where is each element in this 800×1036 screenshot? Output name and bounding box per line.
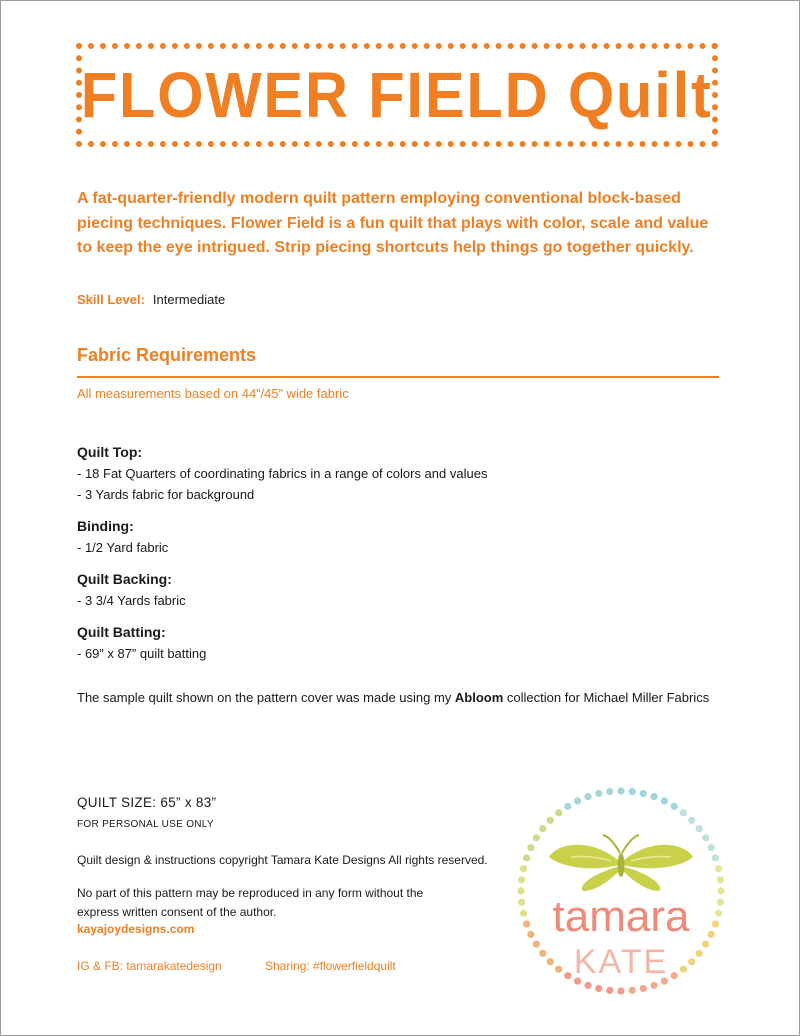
sample-note-text: The sample quilt shown on the pattern cover was made using my bbox=[77, 690, 455, 705]
ring-dot bbox=[688, 817, 695, 824]
ring-dot bbox=[584, 793, 591, 800]
ring-dot bbox=[547, 817, 554, 824]
ring-dot bbox=[523, 854, 530, 861]
ring-dot bbox=[547, 958, 554, 965]
ring-dot bbox=[717, 899, 724, 906]
ring-dot bbox=[712, 920, 719, 927]
website-link[interactable]: kayajoydesigns.com bbox=[77, 922, 195, 936]
req-label: Quilt Top: bbox=[77, 444, 143, 460]
ring-dot bbox=[518, 876, 525, 883]
ring-dot bbox=[595, 790, 602, 797]
ring-dot bbox=[527, 844, 534, 851]
social-handle: IG & FB: tamarakatedesign bbox=[77, 959, 222, 973]
ring-dot bbox=[555, 966, 562, 973]
ring-dot bbox=[708, 931, 715, 938]
skill-level bbox=[77, 292, 225, 307]
req-label: Quilt Batting: bbox=[77, 624, 166, 640]
personal-use-notice: FOR PERSONAL USE ONLY bbox=[77, 819, 214, 830]
title-frame bbox=[76, 43, 718, 147]
ring-dot bbox=[617, 787, 624, 794]
ring-dot bbox=[523, 920, 530, 927]
quilt-top-group bbox=[77, 442, 487, 505]
req-item: - 3 3/4 Yards fabric bbox=[77, 593, 186, 608]
req-label: Quilt Backing: bbox=[77, 571, 172, 587]
ring-dot bbox=[617, 987, 624, 994]
backing-group bbox=[77, 569, 487, 611]
ring-dot bbox=[533, 834, 540, 841]
ring-dot bbox=[717, 876, 724, 883]
ring-dot bbox=[696, 950, 703, 957]
collection-name: Abloom bbox=[454, 690, 504, 705]
req-item: - 3 Yards fabric for background bbox=[77, 487, 255, 502]
ring-dot bbox=[661, 797, 668, 804]
fabric-requirements-heading: Fabric Requirements bbox=[77, 345, 257, 365]
req-item: - 18 Fat Quarters of coordinating fabrics in a range of colors and values bbox=[77, 466, 488, 481]
butterfly-icon bbox=[549, 835, 693, 891]
ring-dot bbox=[539, 825, 546, 832]
ring-dot bbox=[629, 788, 636, 795]
ring-dot bbox=[564, 803, 571, 810]
ring-dot bbox=[715, 910, 722, 917]
logo-wordmark-line2: KATE bbox=[573, 943, 669, 981]
batting-group bbox=[77, 622, 487, 664]
req-item: - 69” x 87” quilt batting bbox=[77, 646, 207, 661]
ring-dot bbox=[517, 887, 524, 894]
skill-level-label: Skill Level: bbox=[77, 292, 145, 307]
sharing-hashtag: Sharing: #flowerfieldquilt bbox=[265, 959, 396, 973]
ring-dot bbox=[629, 987, 636, 994]
ring-dot bbox=[539, 950, 546, 957]
ring-dot bbox=[533, 941, 540, 948]
binding-group bbox=[77, 516, 487, 558]
ring-dot bbox=[717, 887, 724, 894]
ring-dot bbox=[712, 854, 719, 861]
skill-level-value: Intermediate bbox=[152, 292, 226, 307]
ring-dot bbox=[680, 966, 687, 973]
ring-dot bbox=[671, 803, 678, 810]
ring-dot bbox=[702, 941, 709, 948]
sample-quilt-note bbox=[77, 690, 709, 705]
quilt-size: QUILT SIZE: 65” x 83” bbox=[77, 795, 217, 810]
ring-dot bbox=[595, 985, 602, 992]
section-divider bbox=[77, 376, 719, 378]
req-item: - 1/2 Yard fabric bbox=[77, 540, 169, 555]
ring-dot bbox=[671, 972, 678, 979]
ring-dot bbox=[708, 844, 715, 851]
ring-dot bbox=[518, 899, 525, 906]
logo-wordmark-line1: tamara bbox=[552, 892, 690, 941]
sample-note-text-end: collection for Michael Miller Fabrics bbox=[503, 690, 710, 705]
ring-dot bbox=[527, 931, 534, 938]
measurement-note: All measurements based on 44”/45” wide fabric bbox=[77, 386, 349, 401]
ring-dot bbox=[564, 972, 571, 979]
ring-dot bbox=[520, 910, 527, 917]
ring-dot bbox=[520, 865, 527, 872]
copyright-notice: Quilt design & instructions copyright Tamara Kate Designs All rights reserved. bbox=[77, 853, 488, 867]
ring-dot bbox=[680, 809, 687, 816]
req-label: Binding: bbox=[77, 518, 134, 534]
ring-dot bbox=[688, 958, 695, 965]
ring-dot bbox=[584, 982, 591, 989]
ring-dot bbox=[702, 834, 709, 841]
ring-dot bbox=[640, 985, 647, 992]
requirements-list bbox=[77, 442, 487, 675]
ring-dot bbox=[606, 788, 613, 795]
ring-dot bbox=[650, 793, 657, 800]
ring-dot bbox=[606, 987, 613, 994]
tamara-kate-logo bbox=[511, 781, 731, 1001]
ring-dot bbox=[715, 865, 722, 872]
ring-dot bbox=[574, 797, 581, 804]
ring-dot bbox=[650, 982, 657, 989]
ring-dot bbox=[640, 790, 647, 797]
intro-paragraph: A fat-quarter-friendly modern quilt pattern employing conventional block-based piecing techniques. Flower Field is a fun quilt that plays with color, scale and value to keep the eye intrigued. Strip piecing shortcuts help things go together quickly. bbox=[77, 190, 709, 256]
reproduction-notice: No part of this pattern may be reproduced in any form without the express written consent of the author. bbox=[77, 886, 424, 919]
page-title: FLOWER FIELD Quilt bbox=[81, 59, 713, 131]
ring-dot bbox=[696, 825, 703, 832]
ring-dot bbox=[555, 809, 562, 816]
